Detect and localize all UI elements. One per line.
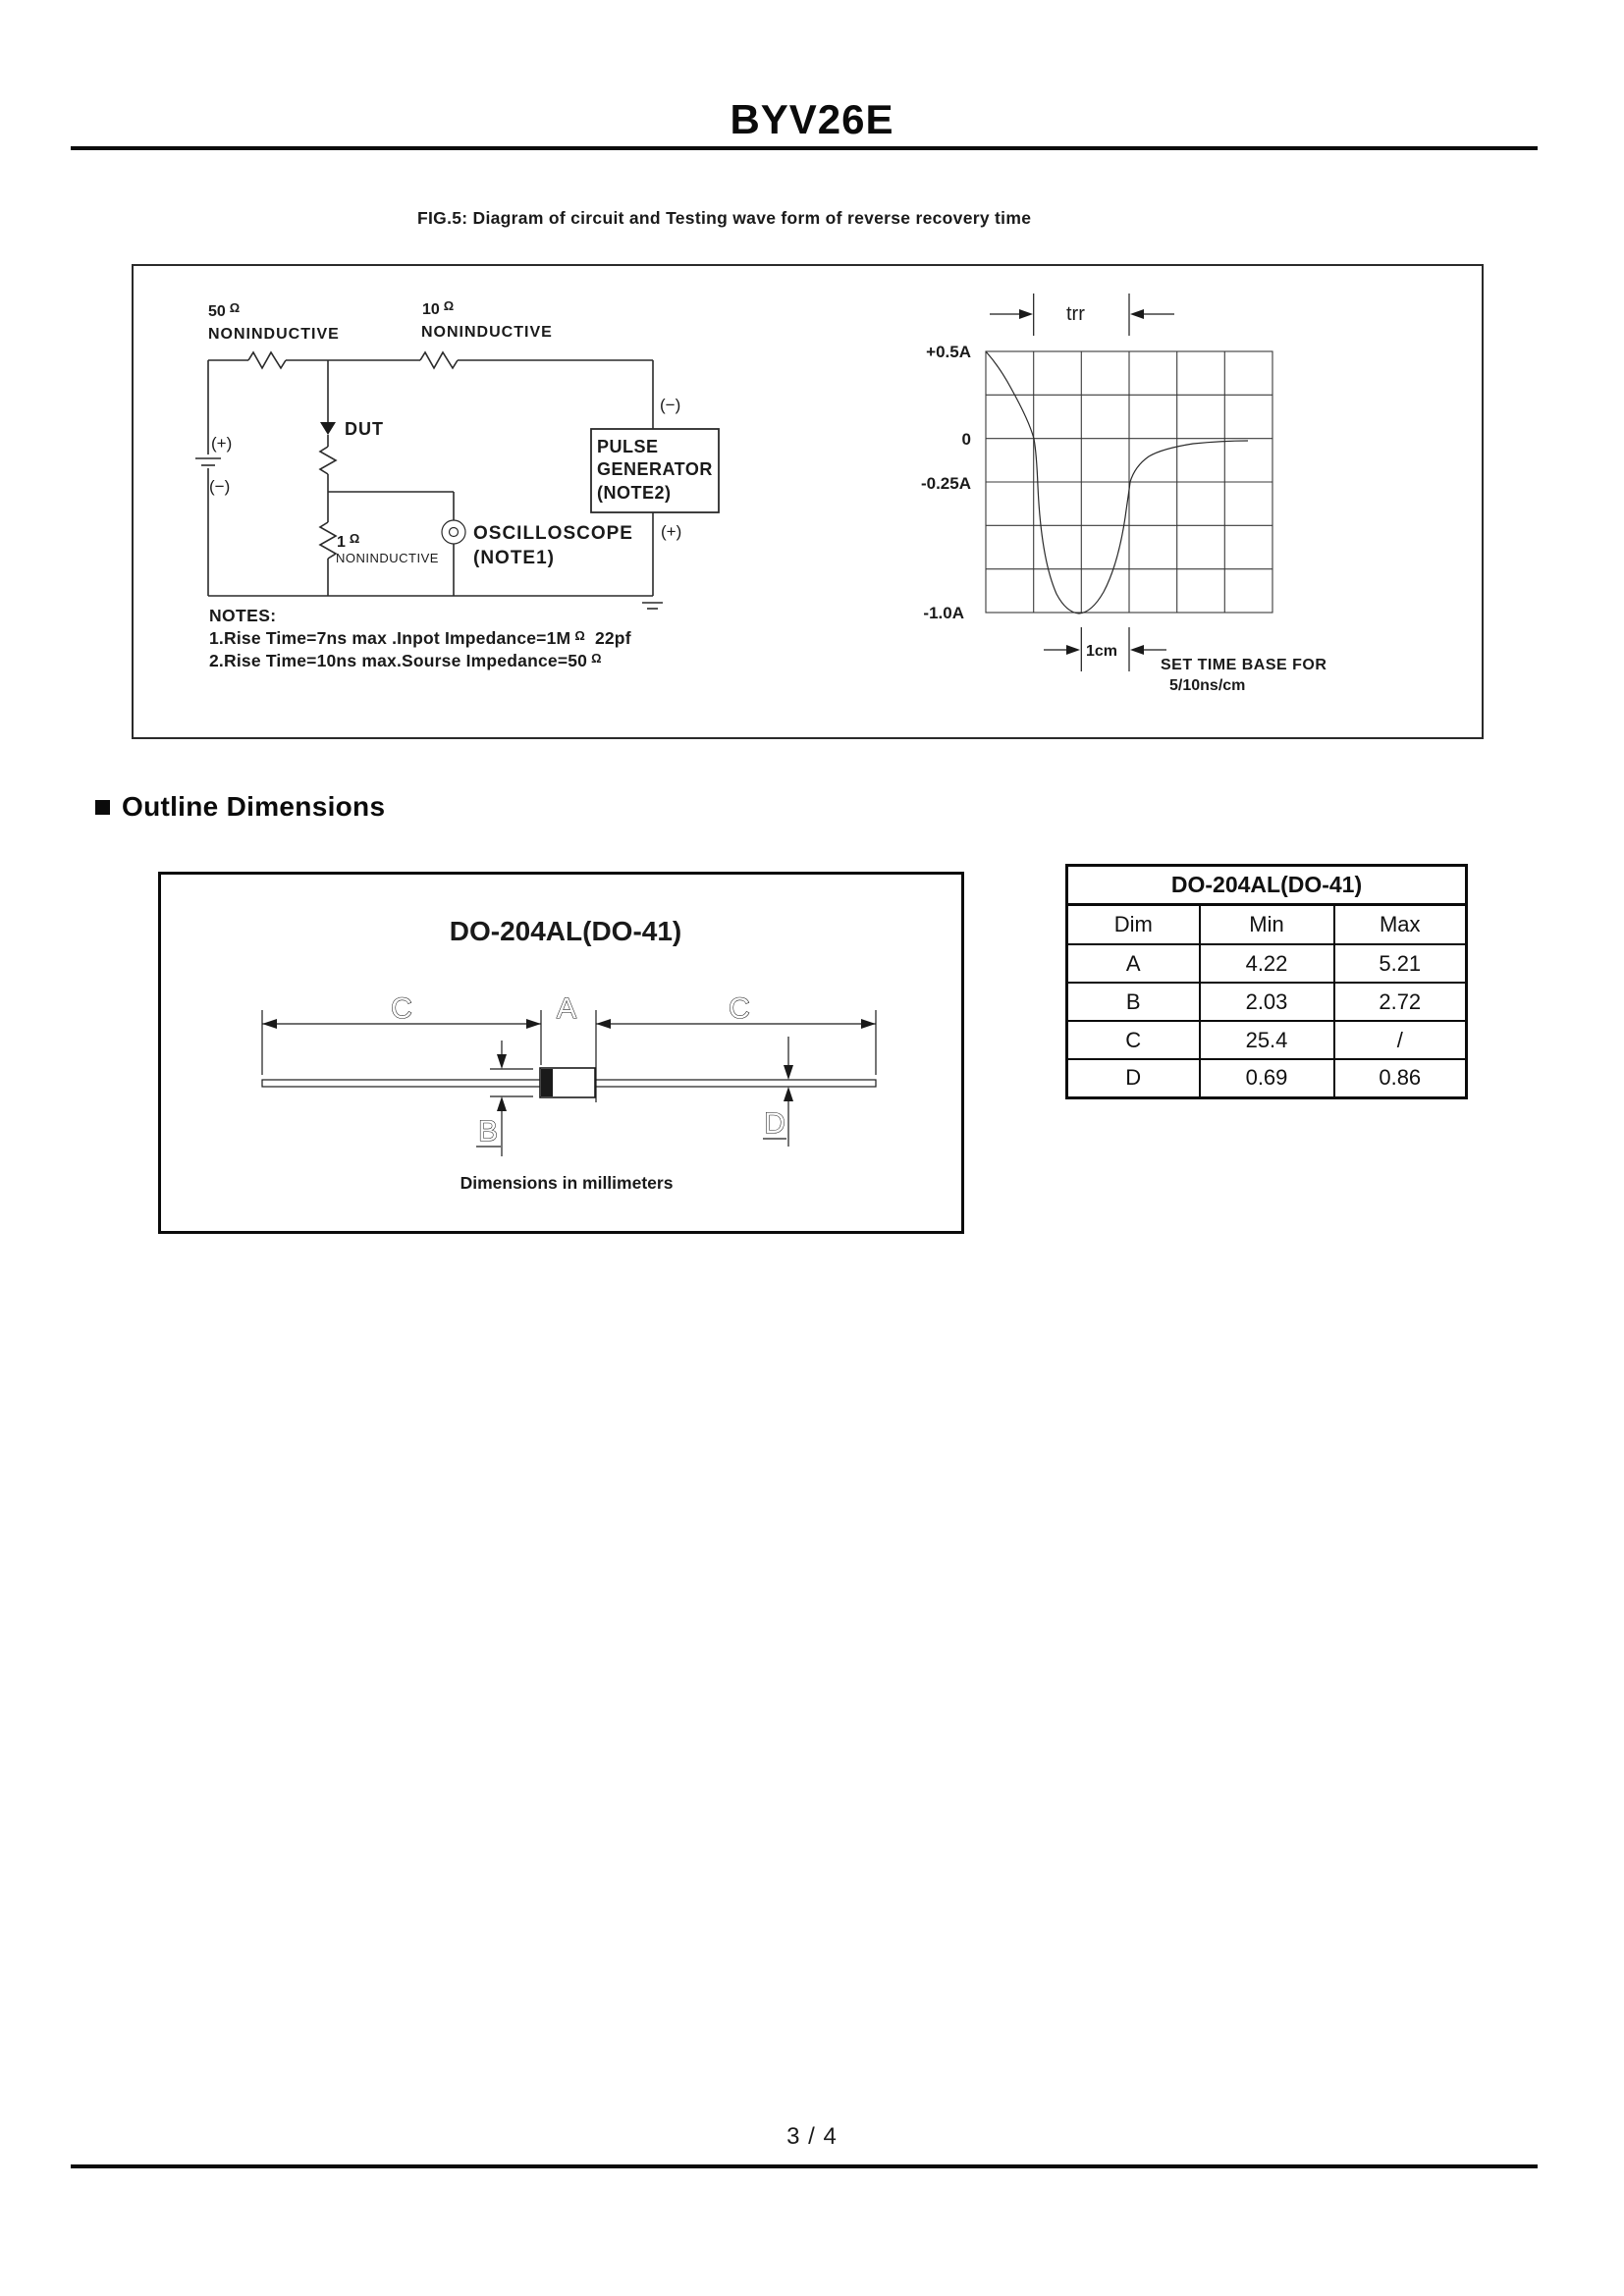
dut-series-resistor (320, 447, 336, 474)
col-header-dim: Dim (1067, 905, 1200, 945)
y-label-zero: 0 (961, 430, 971, 449)
page-title: BYV26E (730, 96, 894, 142)
pulse-generator-line2: GENERATOR (597, 459, 713, 479)
dimensions-table (1065, 864, 1468, 1099)
note-1: 1.Rise Time=7ns max .Inpot Impedance=1M $^\Omega$ 22pf (209, 628, 631, 648)
r1-type: NONINDUCTIVE (336, 551, 439, 565)
dim-arrow-icon (784, 1087, 793, 1101)
notes-title: NOTES: (209, 606, 277, 625)
cm-arrow-left-icon (1130, 645, 1144, 655)
table-row (1067, 1021, 1467, 1059)
cell-min: 0.69 (1200, 1059, 1334, 1097)
resistor-50ohm (248, 352, 286, 368)
dim-label-c-right: C (729, 992, 750, 1025)
figure5-drawing (132, 264, 1484, 739)
cell-max: 0.86 (1334, 1059, 1467, 1097)
r1-value: 1 $^\Omega$ (337, 531, 360, 551)
pg-plus-label: (+) (661, 522, 682, 541)
trr-arrow-left-icon (1130, 309, 1144, 319)
dim-arrow-icon (861, 1019, 876, 1029)
r10-type: NONINDUCTIVE (421, 324, 553, 341)
resistor-1ohm (320, 522, 336, 559)
page-number: 3 / 4 (786, 2123, 838, 2150)
waveform-plot (921, 294, 1326, 694)
circuit-diagram (195, 298, 719, 670)
r50-value: 50 $^\Omega$ (208, 300, 241, 320)
source-plus-label: (+) (211, 434, 233, 453)
pulse-generator-line1: PULSE (597, 437, 659, 456)
cell-max: 5.21 (1334, 944, 1467, 983)
dim-label-c-left: C (391, 992, 412, 1025)
cm-label: 1cm (1086, 643, 1118, 660)
trr-arrow-right-icon (1019, 309, 1033, 319)
y-label-bottom: -1.0A (923, 604, 964, 622)
dim-arrow-icon (497, 1054, 507, 1069)
table-row (1067, 983, 1467, 1021)
oscilloscope-note: (NOTE1) (473, 548, 555, 568)
r10-value: 10 $^\Omega$ (422, 298, 455, 318)
dim-label-b: B (477, 1115, 499, 1148)
dim-arrow-icon (784, 1065, 793, 1080)
timebase-line2: 5/10ns/cm (1169, 677, 1246, 694)
col-header-min: Min (1200, 905, 1334, 945)
figure5-box (132, 264, 1484, 739)
y-label-quarter: -0.25A (920, 474, 971, 493)
table-row (1067, 944, 1467, 983)
figure5-caption: FIG.5: Diagram of circuit and Testing wave form of reverse recovery time (417, 208, 1032, 228)
dim-label-a: A (556, 992, 577, 1025)
cell-min: 25.4 (1200, 1021, 1334, 1059)
dim-label-d: D (764, 1107, 785, 1140)
timebase-line1: SET TIME BASE FOR (1161, 657, 1327, 673)
col-header-max: Max (1334, 905, 1467, 945)
cell-max: / (1334, 1021, 1467, 1059)
package-outline-drawing (158, 872, 964, 1234)
header-rule (71, 146, 1538, 150)
cell-dim: A (1067, 944, 1200, 983)
package-drawing-title: DO-204AL(DO-41) (449, 916, 682, 946)
dim-arrow-icon (526, 1019, 541, 1029)
package-outline-box (158, 872, 964, 1234)
cell-dim: B (1067, 983, 1200, 1021)
outline-dimensions-heading: Outline Dimensions (95, 791, 385, 823)
cell-dim: C (1067, 1021, 1200, 1059)
pg-minus-label: (−) (660, 396, 681, 414)
square-bullet-icon (95, 800, 110, 815)
table-title: DO-204AL(DO-41) (1067, 866, 1467, 905)
cathode-band (541, 1069, 553, 1096)
cell-max: 2.72 (1334, 983, 1467, 1021)
oscilloscope-icon (442, 520, 465, 544)
cell-min: 2.03 (1200, 983, 1334, 1021)
table-row (1067, 1059, 1467, 1097)
dim-arrow-icon (596, 1019, 611, 1029)
cell-dim: D (1067, 1059, 1200, 1097)
cell-min: 4.22 (1200, 944, 1334, 983)
dut-label: DUT (345, 419, 384, 439)
resistor-10ohm (420, 352, 458, 368)
cm-arrow-right-icon (1066, 645, 1080, 655)
footer-rule (71, 2164, 1538, 2168)
oscilloscope-label: OSCILLOSCOPE (473, 523, 633, 544)
r50-type: NONINDUCTIVE (208, 326, 340, 343)
dut-diode-icon (320, 422, 336, 435)
dim-arrow-icon (497, 1096, 507, 1111)
pulse-generator-line3: (NOTE2) (597, 483, 672, 503)
note-2: 2.Rise Time=10ns max.Sourse Impedance=50 $^\Omega$ (209, 651, 602, 670)
y-label-top: +0.5A (926, 343, 971, 361)
dim-arrow-icon (262, 1019, 277, 1029)
source-minus-label: (−) (209, 477, 231, 496)
units-note: Dimensions in millimeters (460, 1173, 674, 1193)
trr-label: trr (1066, 303, 1085, 325)
